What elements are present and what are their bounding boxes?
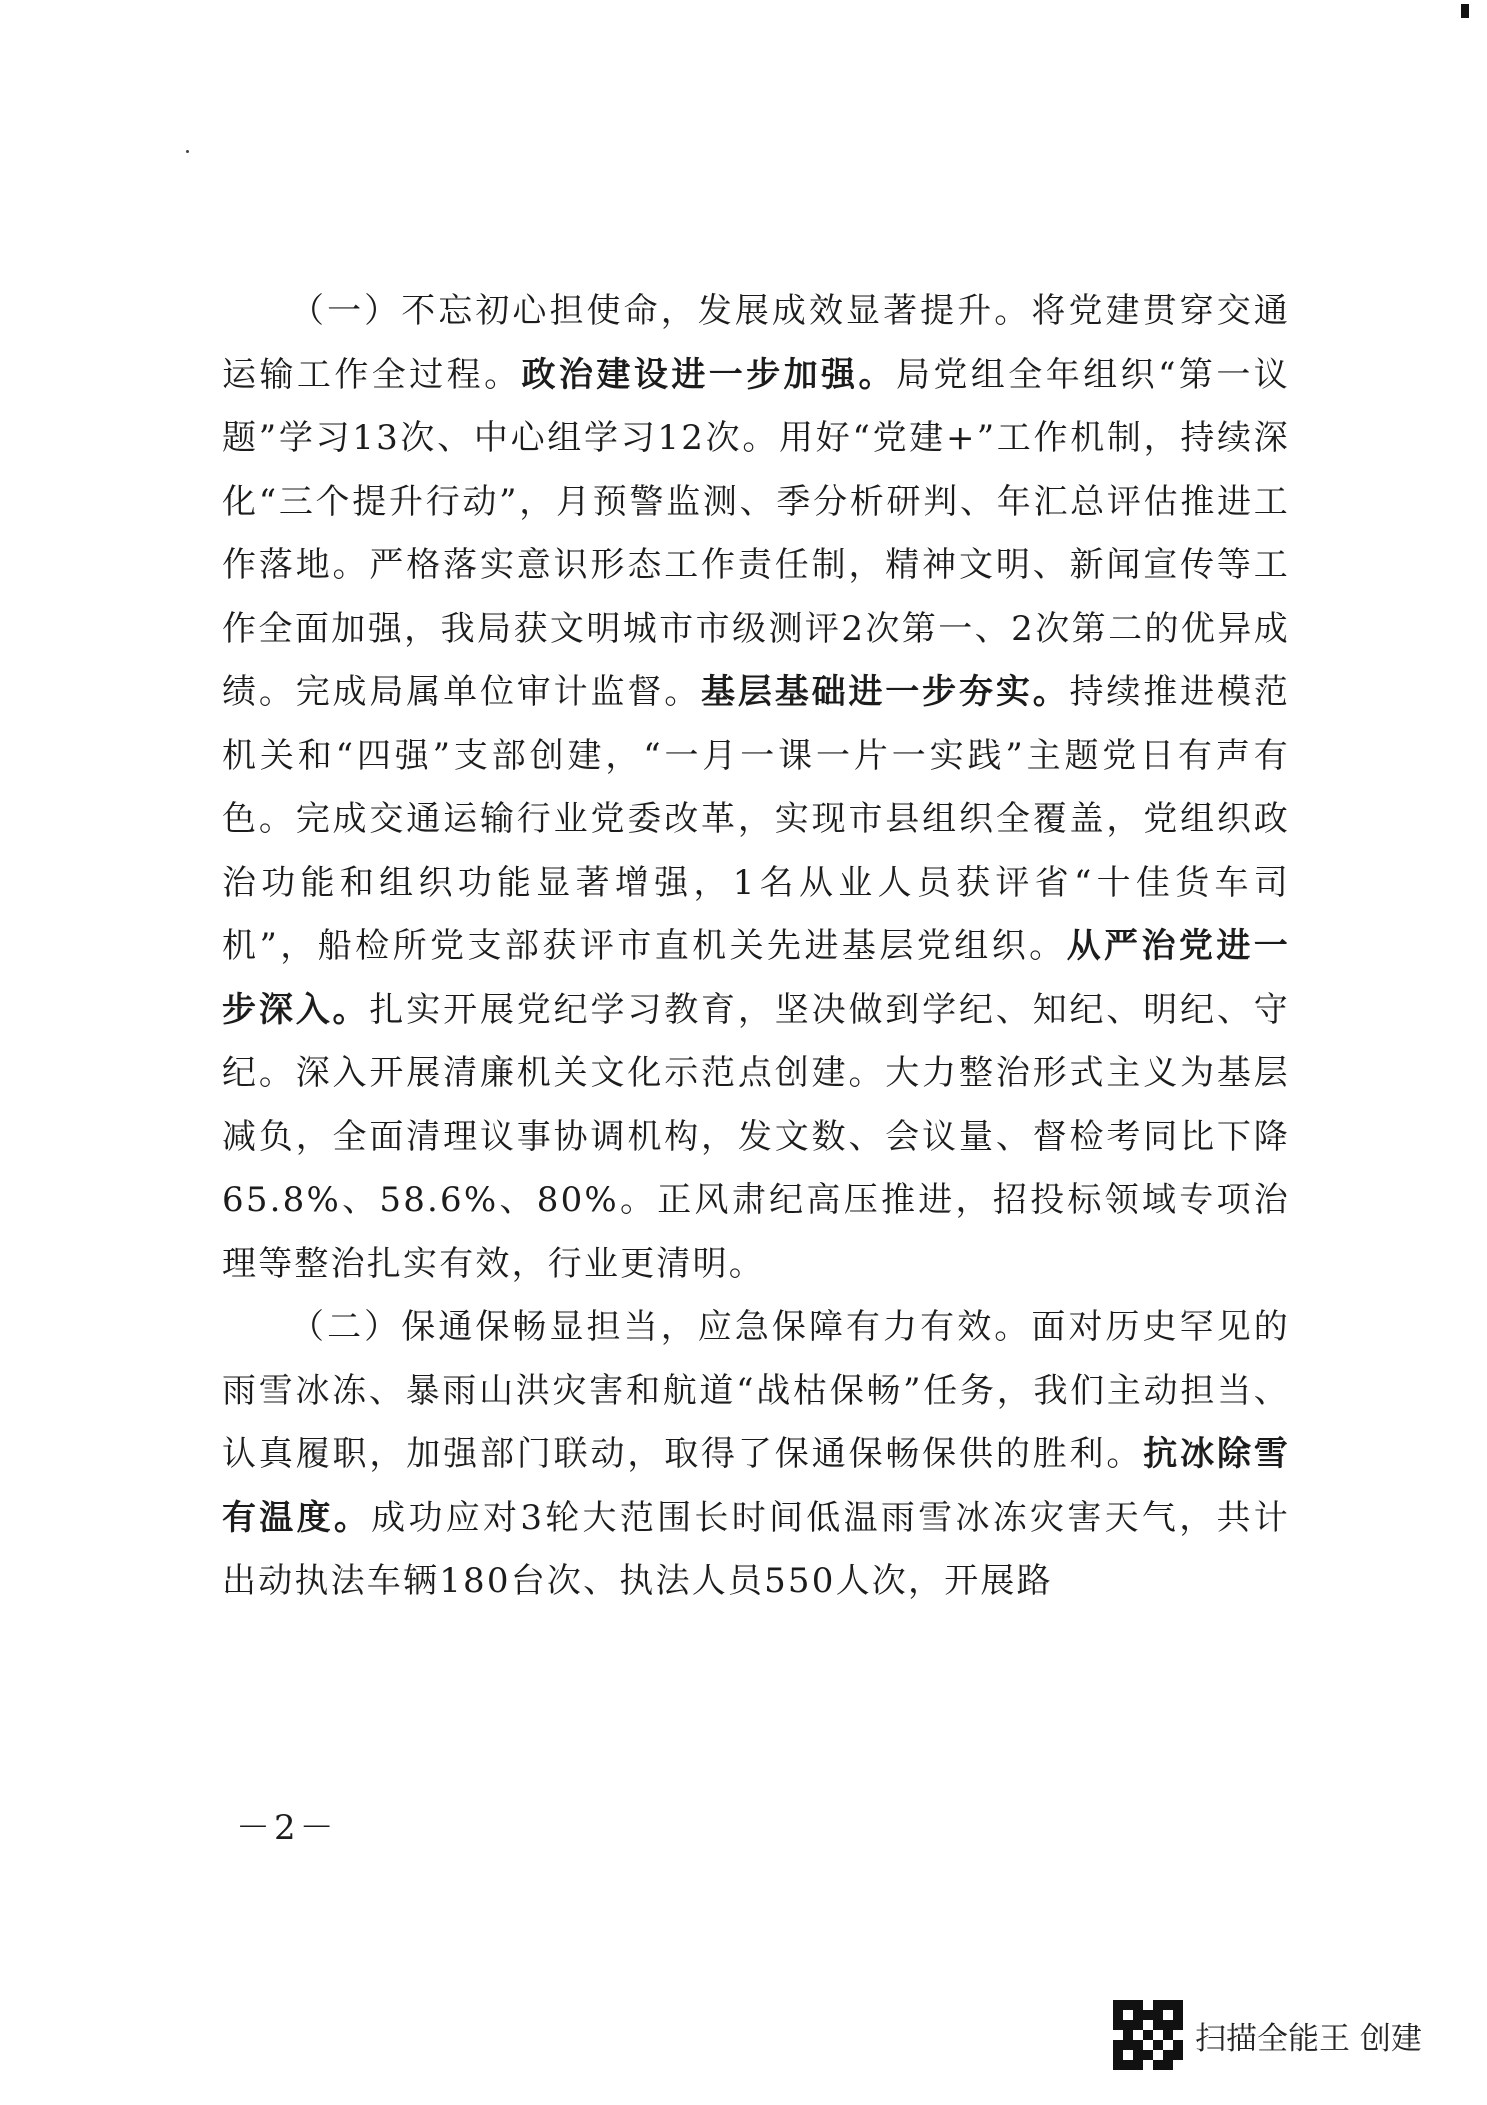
- paragraph-1-text-b: 持续推进模范机关和“四强”支部创建，“一月一课一片一实践”主题党日有声有色。完成交通运输行业党委改革，实现市县组织全覆盖，党组织政治功能和组织功能显著增强，1名从业人员获评省“十佳货车司机”，船检所党支部获评市直机关先进基层党组织。: [222, 672, 1290, 966]
- paragraph-2: [222, 1296, 1290, 1614]
- heading-political-building: 政治建设进一步加强。: [521, 354, 896, 395]
- paragraph-1-text-a: 局党组全年组织“第一议题”学习13次、中心组学习12次。用好“党建+”工作机制，持续深化“三个提升行动”，月预警监测、季分析研判、年汇总评估推进工作落地。严格落实意识形态工作责任制，精神文明、新闻宣传等工作全面加强，我局获文明城市市级测评2次第一、2次第二的优异成绩。完成局属单位审计监督。: [222, 354, 1290, 712]
- heading-snow-removal: 抗冰除雪有温度。: [222, 1434, 1290, 1538]
- scan-speck: [186, 150, 189, 153]
- heading-strict-governance: 从严治党进一步深入。: [222, 926, 1290, 1030]
- scan-mark: [1461, 4, 1469, 18]
- paragraph-2-intro: （二）保通保畅显担当，应急保障有力有效。面对历史罕见的雨雪冰冻、暴雨山洪灾害和航道“战枯保畅”任务，我们主动担当、认真履职，加强部门联动，取得了保通保畅保供的胜利。: [222, 1307, 1290, 1474]
- page-number: －2－: [236, 1808, 338, 1848]
- heading-grassroots-foundation: 基层基础进一步夯实。: [701, 672, 1070, 712]
- watermark-text: 扫描全能王 创建: [1195, 2020, 1422, 2057]
- paragraph-1: [222, 280, 1290, 1296]
- scanner-watermark: [1113, 2000, 1422, 2070]
- paragraph-1-text-c: 扎实开展党纪学习教育，坚决做到学纪、知纪、明纪、守纪。深入开展清廉机关文化示范点创建。大力整治形式主义为基层减负，全面清理议事协调机构，发文数、会议量、督检考同比下降65.8%、58.6%、80%。正风肃纪高压推进，招投标领域专项治理等整治扎实有效，行业更清明。: [222, 989, 1290, 1284]
- qr-code-icon: [1113, 2000, 1183, 2070]
- paragraph-1-intro: （一）不忘初心担使命，发展成效显著提升。将党建贯穿交通运输工作全过程。: [222, 291, 1290, 395]
- document-body: [222, 280, 1290, 1614]
- paragraph-2-text-a: 成功应对3轮大范围长时间低温雨雪冰冻灾害天气，共计出动执法车辆180台次、执法人员550人次，开展路: [222, 1497, 1290, 1601]
